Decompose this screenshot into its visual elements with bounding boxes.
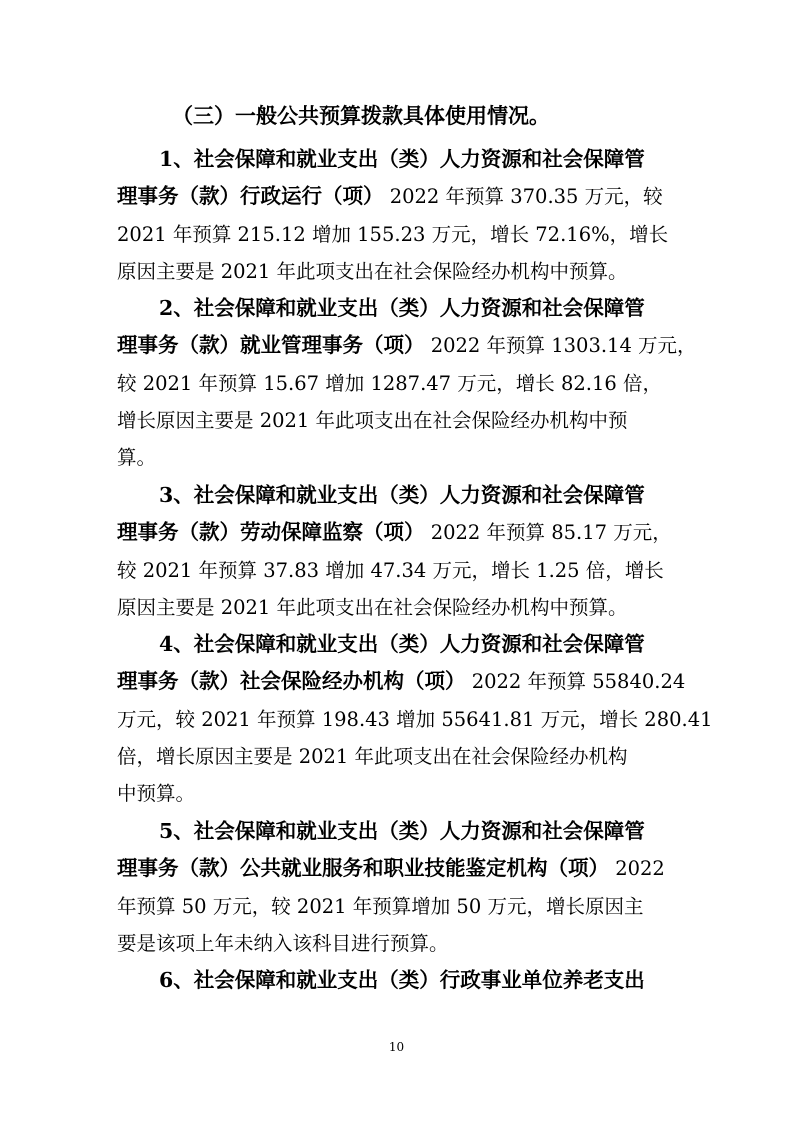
paragraph-2-line-5: 算。 — [117, 446, 157, 470]
paragraph-2-line-2-text: 2022 年预算 1303.14 万元， — [430, 334, 697, 358]
paragraph-4 — [117, 626, 713, 812]
paragraph-5-line-2-text: 2022 — [615, 857, 665, 881]
paragraph-4-title: 理事务（款）社会保险经办机构（项） — [117, 669, 466, 694]
section-heading: （三）一般公共预算拨款具体使用情况。 — [172, 103, 550, 128]
paragraph-2-title: 理事务（款）就业管理事务（项） — [117, 333, 425, 358]
paragraph-5-line-2 — [117, 850, 673, 887]
paragraph-3-title: 理事务（款）劳动保障监察（项） — [117, 520, 425, 545]
paragraph-3-line-4: 原因主要是 2021 年此项支出在社会保险经办机构中预算。 — [117, 595, 628, 619]
paragraph-1 — [117, 141, 673, 290]
paragraph-5-title: 理事务（款）公共就业服务和职业技能鉴定机构（项） — [117, 856, 609, 881]
page-number: 10 — [388, 1040, 405, 1054]
paragraph-4-line-1: 4、社会保障和就业支出（类）人力资源和社会保障管 — [159, 632, 645, 656]
paragraph-1-line-4: 原因主要是 2021 年此项支出在社会保险经办机构中预算。 — [117, 259, 628, 283]
paragraph-1-line-3: 2021 年预算 215.12 增加 155.23 万元，增长 72.16%，增长 — [117, 222, 669, 246]
paragraph-4-line-3: 万元，较 2021 年预算 198.43 增加 55641.81 万元，增长 280.41 — [117, 707, 713, 731]
paragraph-4-line-2 — [117, 663, 686, 700]
paragraph-5 — [117, 813, 673, 962]
paragraph-6 — [117, 962, 673, 999]
paragraph-1-line-2-text: 2022 年预算 370.35 万元，较 — [389, 185, 663, 209]
paragraph-5-line-4: 要是该项上年未纳入该科目进行预算。 — [117, 931, 449, 955]
paragraph-3 — [117, 477, 673, 626]
paragraph-5-line-1: 5、社会保障和就业支出（类）人力资源和社会保障管 — [159, 819, 645, 843]
paragraph-6-line-1: 6、社会保障和就业支出（类）行政事业单位养老支出 — [159, 968, 645, 992]
paragraph-4-line-2-text: 2022 年预算 55840.24 — [471, 670, 686, 694]
paragraph-2-line-2 — [117, 327, 697, 364]
paragraph-1-line-2 — [117, 178, 673, 215]
paragraph-1-line-1: 1、社会保障和就业支出（类）人力资源和社会保障管 — [159, 147, 645, 171]
paragraph-1-title: 理事务（款）行政运行（项） — [117, 184, 384, 209]
paragraph-3-line-1: 3、社会保障和就业支出（类）人力资源和社会保障管 — [159, 483, 645, 507]
paragraph-4-line-4: 倍，增长原因主要是 2021 年此项支出在社会保险经办机构 — [117, 744, 628, 768]
paragraph-3-line-3: 较 2021 年预算 37.83 增加 47.34 万元，增长 1.25 倍，增长 — [117, 558, 664, 582]
paragraph-2-line-3: 较 2021 年预算 15.67 增加 1287.47 万元，增长 82.16 倍， — [117, 371, 663, 395]
paragraph-3-line-2 — [117, 514, 673, 551]
paragraph-4-line-5: 中预算。 — [117, 782, 196, 806]
paragraph-2-line-4: 增长原因主要是 2021 年此项支出在社会保险经办机构中预 — [117, 408, 628, 432]
paragraph-5-line-3: 年预算 50 万元，较 2021 年预算增加 50 万元，增长原因主 — [117, 894, 644, 918]
paragraph-2 — [117, 290, 697, 476]
paragraph-3-line-2-text: 2022 年预算 85.17 万元， — [430, 521, 672, 545]
paragraph-2-line-1: 2、社会保障和就业支出（类）人力资源和社会保障管 — [159, 296, 645, 320]
